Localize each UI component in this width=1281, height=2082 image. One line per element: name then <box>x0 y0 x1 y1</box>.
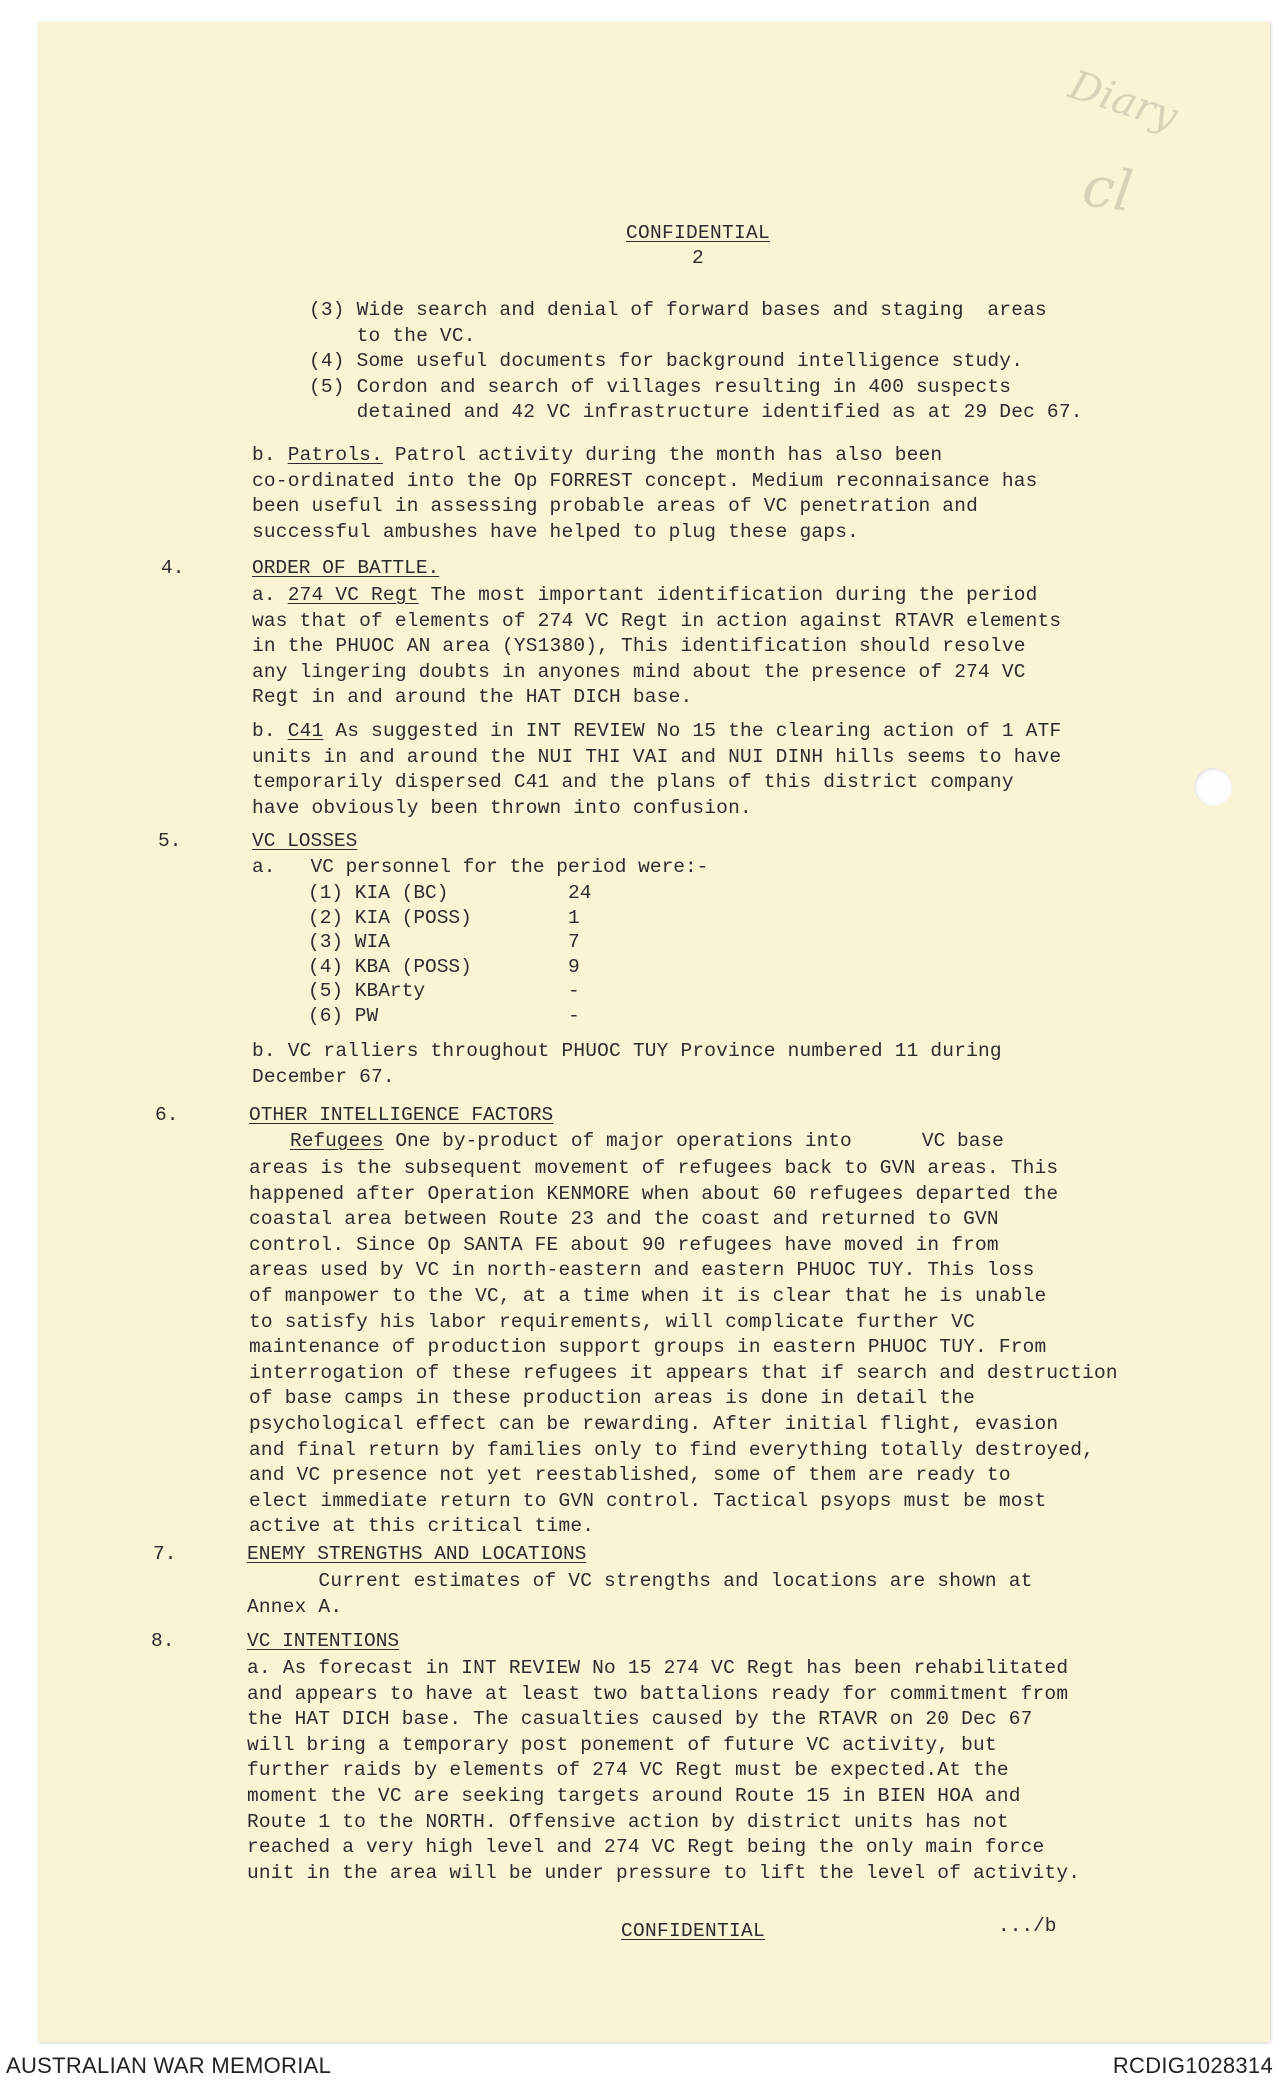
paragraph-line: to satisfy his labor requirements, will complicate further VC <box>249 1310 976 1333</box>
paragraph-line: and VC presence not yet reestablished, some of them are ready to <box>249 1464 1011 1487</box>
paragraph-line: and final return by families only to find everything totally destroyed, <box>249 1438 1095 1461</box>
paragraph-line: maintenance of production support groups in eastern PHUOC TUY. From <box>249 1336 1047 1359</box>
paragraph-line: control. Since Op SANTA FE about 90 refugees have moved in from <box>249 1233 999 1256</box>
paragraph-line: reached a very high level and 274 VC Regt being the only main force <box>247 1836 1045 1859</box>
loss-item-value: - <box>568 1004 580 1027</box>
section-number-8: 8. <box>151 1630 175 1652</box>
loss-item-value: 7 <box>568 931 580 953</box>
paragraph-line: further raids by elements of 274 VC Regt must be expected.At the <box>247 1759 1009 1782</box>
paragraph-line: happened after Operation KENMORE when about 60 refugees departed the <box>249 1182 1059 1205</box>
list-item-line: (4) Some useful documents for background intelligence study. <box>309 350 1024 373</box>
section-number-4: 4. <box>161 557 185 579</box>
archive-name: AUSTRALIAN WAR MEMORIAL <box>6 2053 332 2078</box>
loss-item-label: (4) KBA (POSS) <box>308 955 472 978</box>
paragraph-line: areas is the subsequent movement of refugees back to GVN areas. This <box>249 1157 1059 1179</box>
obat-b-paragraph: b. C41 As suggested in INT REVIEW No 15 the clearing action of 1 ATF units in and around the NUI THI VAI and NUI DINH hills seems to have temporarily dispersed C41 and the plans of this district company have obviously been thrown into confusion. <box>252 720 1062 819</box>
paragraph-line: will bring a temporary post ponement of future VC activity, but <box>247 1733 997 1756</box>
handwritten-annotation: Diary <box>1063 62 1183 140</box>
losses-intro: a. VC personnel for the period were:- <box>252 856 709 878</box>
paragraph-line: moment the VC are seeking targets around Route 15 in BIEN HOA and <box>247 1784 1021 1807</box>
paragraph-line: interrogation of these refugees it appears that if search and destruction <box>249 1361 1118 1384</box>
para3-items <box>309 298 1083 426</box>
paragraph-line: of base camps in these production areas is done in detail the <box>249 1387 976 1410</box>
loss-item-label: (1) KIA (BC) <box>308 882 449 904</box>
section-heading-vc-intentions: VC INTENTIONS <box>247 1630 400 1652</box>
section-heading-vc-losses: VC LOSSES <box>252 830 358 852</box>
classification-footer: CONFIDENTIAL <box>620 1920 766 1942</box>
handwritten-annotation-2: cl <box>1078 153 1137 226</box>
document-page <box>38 22 1270 2042</box>
paragraph-line: a. As forecast in INT REVIEW No 15 274 VC Regt has been rehabilitated <box>247 1657 1069 1679</box>
section-heading-enemy-strengths: ENEMY STRENGTHS AND LOCATIONS <box>247 1543 587 1565</box>
obat-a-paragraph: a. 274 VC Regt The most important identification during the period was that of elements of 274 VC Regt in action against RTAVR elements in the PHUOC AN area (YS1380), This identification should resolve any lingering doubts in anyones mind about the presence of 274 VC Regt in and around the HAT DICH base. <box>252 584 1062 709</box>
list-item-line: detained and 42 VC infrastructure identified as at 29 Dec 67. <box>309 401 1083 424</box>
list-item-line: (5) Cordon and search of villages resulting in 400 suspects <box>309 375 1012 398</box>
section-heading-other-intelligence: OTHER INTELLIGENCE FACTORS <box>249 1104 554 1126</box>
loss-item-label: (2) KIA (POSS) <box>308 906 472 929</box>
loss-item-value: - <box>568 980 580 1002</box>
paragraph-line: elect immediate return to GVN control. Tactical psyops must be most <box>249 1489 1047 1512</box>
loss-item-label: (5) KBArty <box>308 980 426 1002</box>
paragraph-line: Route 1 to the NORTH. Offensive action by district units has not <box>247 1810 1009 1833</box>
paragraph-line: areas used by VC in north-eastern and eastern PHUOC TUY. This loss <box>249 1259 1035 1282</box>
list-item-line: (3) Wide search and denial of forward bases and staging areas <box>309 299 1047 321</box>
loss-item-value: 24 <box>568 882 592 904</box>
section-number-5: 5. <box>158 830 182 852</box>
paragraph-line: unit in the area will be under pressure to lift the level of activity. <box>247 1861 1081 1884</box>
intentions-paragraph <box>247 1656 1080 1886</box>
page-number: 2 <box>691 247 704 269</box>
paragraph-line: active at this critical time. <box>249 1515 595 1538</box>
loss-item-label: (6) PW <box>308 1004 379 1027</box>
patrols-title: Patrols. <box>287 444 383 466</box>
paragraph-line: of manpower to the VC, at a time when it is clear that he is unable <box>249 1284 1047 1307</box>
list-item-line: to the VC. <box>309 324 476 347</box>
loss-item-value: 9 <box>568 955 580 978</box>
section-number-6: 6. <box>155 1104 179 1126</box>
punch-hole <box>1194 768 1232 806</box>
continuation-mark: .../b <box>998 1915 1057 1937</box>
classification-header: CONFIDENTIAL <box>625 222 771 244</box>
refugees-paragraph <box>249 1156 1118 1540</box>
loss-item-value: 1 <box>568 906 580 929</box>
refugees-first-line: Refugees One by-product of major operations into VC base <box>290 1130 1004 1152</box>
archive-reference: RCDIG1028314 <box>1112 2053 1273 2078</box>
strengths-paragraph: Current estimates of VC strengths and locations are shown at Annex A. <box>247 1570 1033 1618</box>
patrols-paragraph: b. Patrols. Patrol activity during the month has also been co-ordinated into the Op FORREST concept. Medium reconnaisance has been useful in assessing probable areas of VC penetration and successful ambushes have helped to plug these gaps. <box>252 444 1038 543</box>
paragraph-line: psychological effect can be rewarding. After initial flight, evasion <box>249 1412 1059 1435</box>
section-heading-order-of-battle: ORDER OF BATTLE. <box>252 557 440 579</box>
section-number-7: 7. <box>153 1543 177 1565</box>
archive-footer <box>0 2045 1281 2082</box>
paragraph-line: and appears to have at least two battalions ready for commitment from <box>247 1682 1069 1705</box>
paragraph-line: the HAT DICH base. The casualties caused by the RTAVR on 20 Dec 67 <box>247 1708 1033 1731</box>
ralliers-paragraph: b. VC ralliers throughout PHUOC TUY Province numbered 11 during December 67. <box>252 1040 1002 1088</box>
paragraph-line: coastal area between Route 23 and the coast and returned to GVN <box>249 1208 999 1231</box>
loss-item-label: (3) WIA <box>308 931 390 953</box>
